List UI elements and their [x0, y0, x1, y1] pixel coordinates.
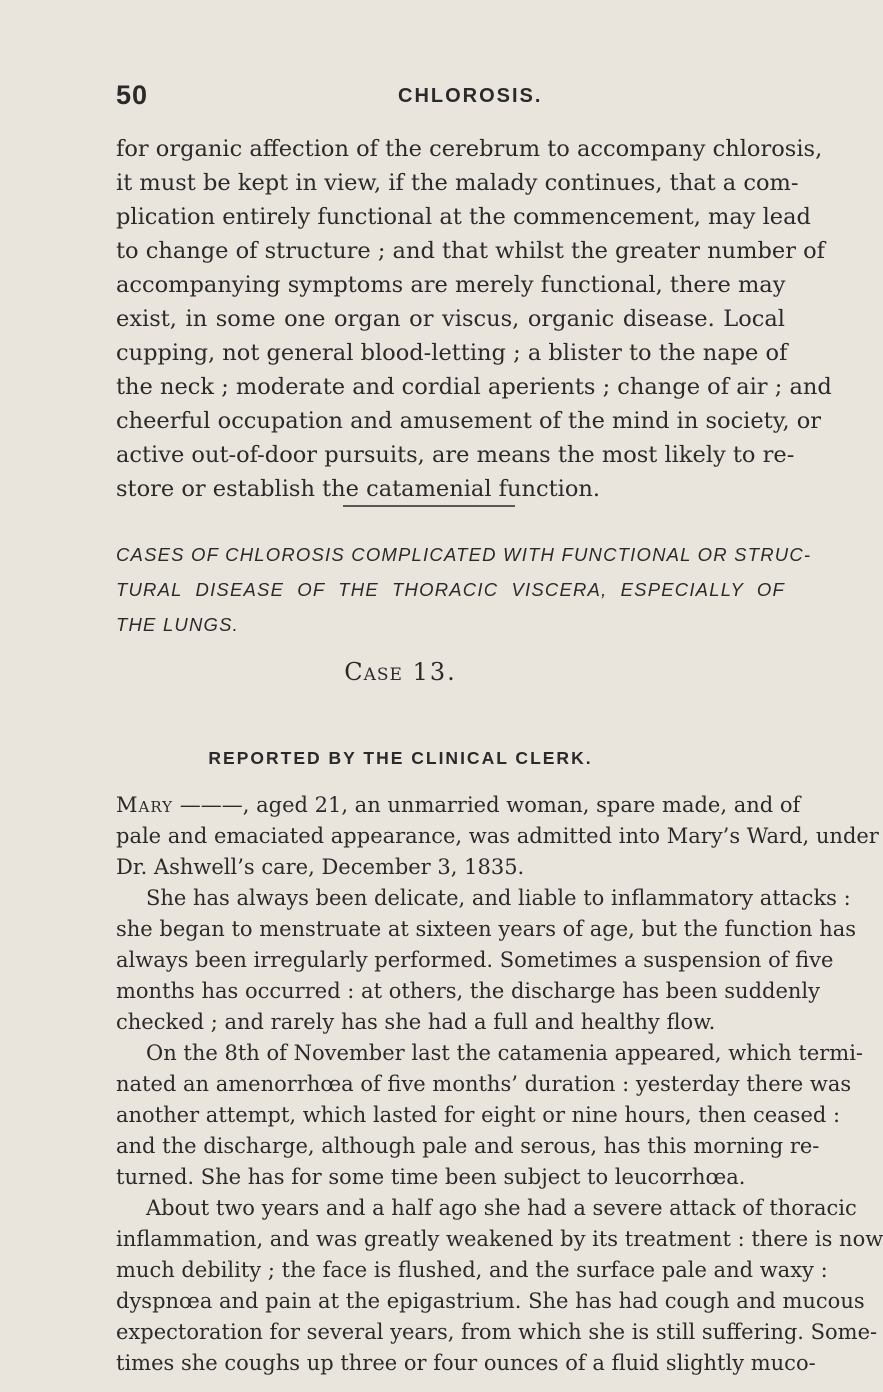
body-line: nated an amenorrhœa of five months’ duration : yesterday there was	[116, 1072, 852, 1096]
body-line: Dr. Ashwell’s care, December 3, 1835.	[116, 855, 525, 879]
section-heading-line: TURAL DISEASE OF THE THORACIC VISCERA, ESPECIALLY OF	[116, 579, 785, 600]
body-line: and the discharge, although pale and serous, has this morning re-	[116, 1134, 820, 1158]
body-line: inflammation, and was greatly weakened by its treatment : there is now	[116, 1227, 883, 1251]
section-heading-line: CASES OF CHLOROSIS COMPLICATED WITH FUNCTIONAL OR STRUC-	[116, 544, 812, 565]
intro-line: it must be kept in view, if the malady continues, that a com-	[116, 170, 799, 196]
intro-line: accompanying symptoms are merely functional, there may	[116, 272, 786, 298]
intro-line: store or establish the catamenial function.	[116, 476, 601, 502]
body-line: times she coughs up three or four ounces of a fluid slightly muco-	[116, 1351, 816, 1375]
case-heading: Case 13.	[344, 658, 457, 686]
body-line: she began to menstruate at sixteen years of age, but the function has	[116, 917, 857, 941]
body-line: turned. She has for some time been subject to leucorrhœa.	[116, 1165, 746, 1189]
body-line: checked ; and rarely has she had a full and healthy flow.	[116, 1010, 716, 1034]
intro-line: plication entirely functional at the commencement, may lead	[116, 204, 811, 230]
section-heading-line: THE LUNGS.	[116, 614, 240, 635]
body-line: dyspnœa and pain at the epigastrium. She has had cough and mucous	[116, 1289, 865, 1313]
body-line: another attempt, which lasted for eight or nine hours, then ceased :	[116, 1103, 841, 1127]
body-line: pale and emaciated appearance, was admitted into Mary’s Ward, under	[116, 824, 879, 848]
intro-line: exist, in some one organ or viscus, organic disease. Local	[116, 306, 785, 332]
body-line: She has always been delicate, and liable to inflammatory attacks :	[146, 886, 851, 910]
body-line: On the 8th of November last the catamenia appeared, which termi-	[146, 1041, 864, 1065]
page-number: 50	[116, 80, 149, 110]
reported-by-line: REPORTED BY THE CLINICAL CLERK.	[208, 748, 593, 768]
intro-line: to change of structure ; and that whilst the greater number of	[116, 238, 826, 264]
body-line: expectoration for several years, from which she is still suffering. Some-	[116, 1320, 878, 1344]
intro-line: for organic affection of the cerebrum to accompany chlorosis,	[116, 136, 823, 162]
body-line: About two years and a half ago she had a severe attack of thoracic	[146, 1196, 857, 1220]
body-line: always been irregularly performed. Sometimes a suspension of five	[116, 948, 834, 972]
running-head	[116, 80, 756, 114]
body-line: Mary ———, aged 21, an unmarried woman, spare made, and of	[116, 793, 801, 817]
body-line: much debility ; the face is flushed, and the surface pale and waxy :	[116, 1258, 828, 1282]
case-label: Case	[344, 658, 403, 686]
intro-line: cupping, not general blood-letting ; a blister to the nape of	[116, 340, 788, 366]
intro-line: cheerful occupation and amusement of the mind in society, or	[116, 408, 822, 434]
section-divider	[343, 505, 515, 507]
intro-line: active out-of-door pursuits, are means the most likely to re-	[116, 442, 795, 468]
patient-name: Mary	[116, 793, 174, 817]
intro-line: the neck ; moderate and cordial aperients ; change of air ; and	[116, 374, 832, 400]
body-line: months has occurred : at others, the discharge has been suddenly	[116, 979, 821, 1003]
running-title: CHLOROSIS.	[398, 85, 543, 107]
